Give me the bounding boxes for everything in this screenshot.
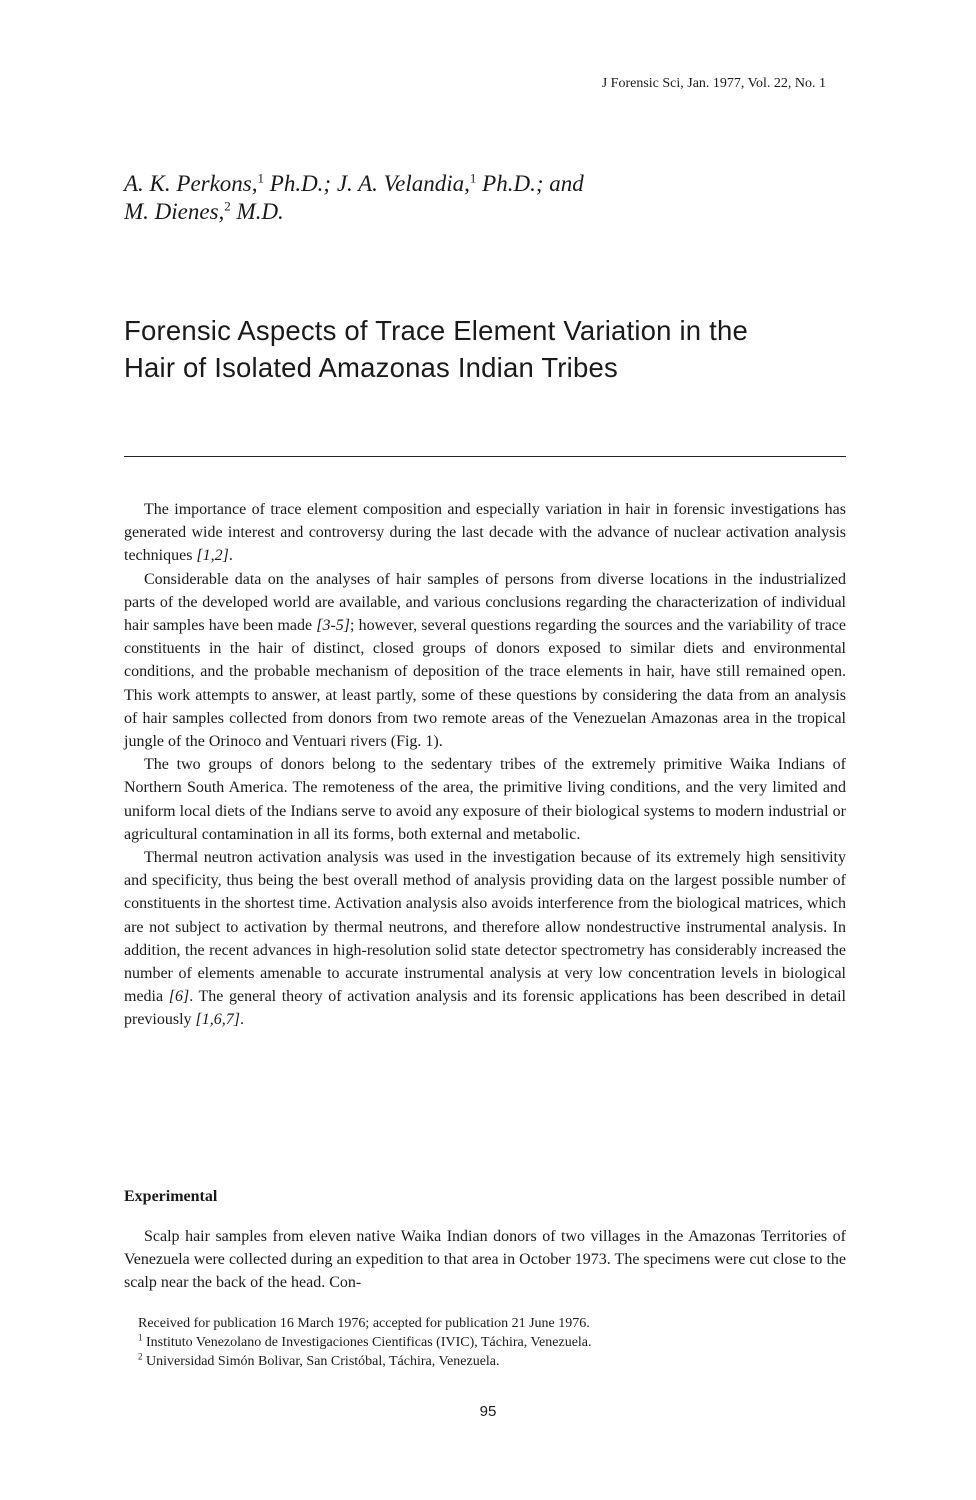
experimental-body bbox=[124, 1225, 846, 1295]
affiliation-mark: 1 bbox=[257, 170, 265, 186]
footnote-2 bbox=[124, 1352, 846, 1371]
footnote-received: Received for publication 16 March 1976; accepted for publication 21 June 1976. bbox=[138, 1316, 590, 1331]
citation-ref: [1,2] bbox=[196, 547, 229, 565]
paragraph-text: Thermal neutron activation analysis was used in the investigation because of its extremely high sensitivity and specificity, thus being the best overall method of analysis providing data on the largest possible number of constituents in the shortest time. Activation analysis also avoids interference from the biological matrices, which are not subject to activation by thermal neutrons, and therefore allow nondestructive instrumental analysis. In addition, the recent advances in high-resolution solid state detector spectrometry has considerably increased the number of elements amenable to accurate instrumental analysis at very low concentration levels in biological media bbox=[124, 849, 846, 1006]
author-name: Ph.D.; J. A. Velandia, bbox=[264, 171, 470, 196]
paragraph-text: . The general theory of activation analysis and its forensic applications has been described in detail previously bbox=[124, 988, 847, 1029]
footnote-mark: 2 bbox=[138, 1351, 143, 1362]
author-degree: M.D. bbox=[230, 199, 284, 224]
footnote-text: Instituto Venezolano de Investigaciones Cientificas (IVIC), Táchira, Venezuela. bbox=[142, 1335, 592, 1350]
body-paragraph bbox=[124, 498, 846, 568]
footnote-mark: 1 bbox=[138, 1332, 143, 1343]
author-name: Ph.D.; and bbox=[476, 171, 584, 196]
footnote-text: Universidad Simón Bolivar, San Cristóbal, Táchira, Venezuela. bbox=[142, 1354, 500, 1369]
footnotes bbox=[124, 1314, 846, 1371]
author-list bbox=[124, 170, 824, 226]
paper-title bbox=[124, 312, 864, 386]
paragraph-text: . bbox=[240, 1011, 244, 1029]
paragraph-text: Considerable data on the analyses of hair samples of persons from diverse locations in the industrialized parts of the developed world are available, and various conclusions regarding the characterization of individual hair samples have been made bbox=[124, 570, 846, 635]
paragraph-text: . bbox=[228, 547, 233, 565]
page-number: 95 bbox=[479, 1403, 497, 1420]
citation-ref: [1,6,7] bbox=[195, 1011, 240, 1029]
paragraph-text: The importance of trace element composition and especially variation in hair in forensic investigations has generated wide interest and controversy during the last decade with the advance of nuclear activation analysis techniques bbox=[124, 501, 846, 565]
journal-citation: J Forensic Sci, Jan. 1977, Vol. 22, No. 1 bbox=[601, 76, 826, 91]
citation-ref: [3-5] bbox=[316, 617, 351, 635]
introduction-body bbox=[124, 498, 846, 1032]
citation-ref: [6] bbox=[168, 988, 190, 1006]
title-divider bbox=[124, 456, 846, 457]
body-paragraph: Scalp hair samples from eleven native Waika Indian donors of two villages in the Amazonas Territories of Venezuela were collected during an expedition to that area in October 1973. The specimens were cut close to the scalp near the back of the head. Con- bbox=[124, 1228, 846, 1292]
author-name: M. Dienes, bbox=[124, 199, 225, 224]
body-paragraph bbox=[124, 568, 846, 754]
affiliation-mark: 2 bbox=[224, 198, 231, 214]
body-paragraph: The two groups of donors belong to the sedentary tribes of the extremely primitive Waika Indians of Northern South America. The remoteness of the area, the primitive living conditions, and the very limited and uniform local diets of the Indians serve to avoid any exposure of their biological systems to modern industrial or agricultural contamination in all its forms, both external and metabolic. bbox=[124, 756, 846, 843]
title-line-1: Forensic Aspects of Trace Element Variation in the bbox=[124, 315, 748, 346]
affiliation-mark: 1 bbox=[469, 170, 477, 186]
author-line-1 bbox=[124, 170, 824, 198]
body-paragraph bbox=[124, 846, 846, 1032]
title-line-2: Hair of Isolated Amazonas Indian Tribes bbox=[124, 352, 618, 383]
footnote-1 bbox=[124, 1333, 846, 1352]
author-line-2 bbox=[124, 198, 824, 226]
paragraph-text: ; however, several questions regarding the sources and the variability of trace constituents in the hair of distinct, closed groups of donors exposed to similar diets and environmental conditions, and the probable mechanism of deposition of the trace elements in hair, have still remained open. This work attempts to answer, at least partly, some of these questions by considering the data from an analysis of hair samples collected from donors from two remote areas of the Venezuelan Amazonas area in the tropical jungle of the Orinoco and Ventuari rivers (Fig. 1). bbox=[124, 617, 846, 751]
section-heading-experimental: Experimental bbox=[124, 1188, 218, 1205]
author-name: A. K. Perkons, bbox=[124, 171, 258, 196]
